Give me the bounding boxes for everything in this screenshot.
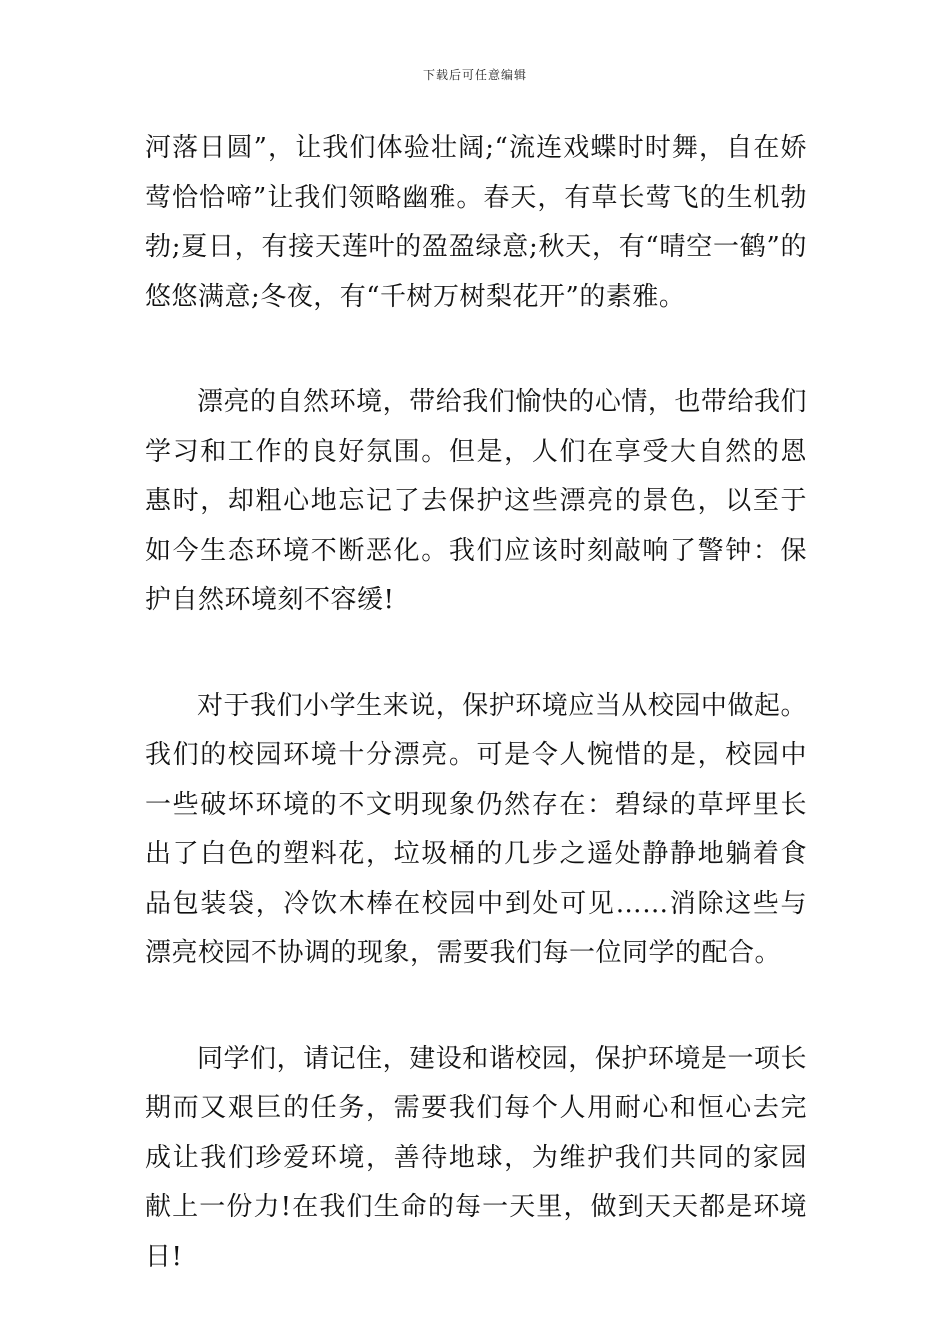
- paragraph-2: 漂亮的自然环境，带给我们愉快的心情，也带给我们学习和工作的良好氛围。但是，人们在享受大自然的恩惠时，却粗心地忘记了去保护这些漂亮的景色，以至于如今生态环境不断恶化。我们应该时刻敲响了警钟：保护自然环境刻不容缓!: [145, 387, 807, 615]
- paragraph-1: 河落日圆”，让我们体验壮阔;“流连戏蝶时时舞，自在娇莺恰恰啼”让我们领略幽雅。春天，有草长莺飞的生机勃勃;夏日，有接天莲叶的盈盈绿意;秋天，有“晴空一鹤”的悠悠满意;冬夜，有“千树万树梨花开”的素雅。: [145, 133, 807, 312]
- paragraph-gap: [145, 979, 807, 1035]
- paragraph-gap: [145, 626, 807, 682]
- paragraph-gap: [145, 322, 807, 378]
- paragraph-4: 同学们，请记住，建设和谐校园，保护环境是一项长期而又艰巨的任务，需要我们每个人用耐心和恒心去完成让我们珍爱环境，善待地球，为维护我们共同的家园献上一份力!在我们生命的每一天里，做到天天都是环境日!: [145, 1043, 807, 1272]
- document-body: [145, 124, 807, 1282]
- page-header: 下载后可任意编辑: [422, 68, 527, 82]
- paragraph-3: 对于我们小学生来说，保护环境应当从校园中做起。我们的校园环境十分漂亮。可是令人惋惜的是，校园中一些破坏环境的不文明现象仍然存在：碧绿的草坪里长出了白色的塑料花，垃圾桶的几步之遥处静静地躺着食品包装袋，冷饮木棒在校园中到处可见……消除这些与漂亮校园不协调的现象，需要我们每一位同学的配合。: [145, 690, 807, 968]
